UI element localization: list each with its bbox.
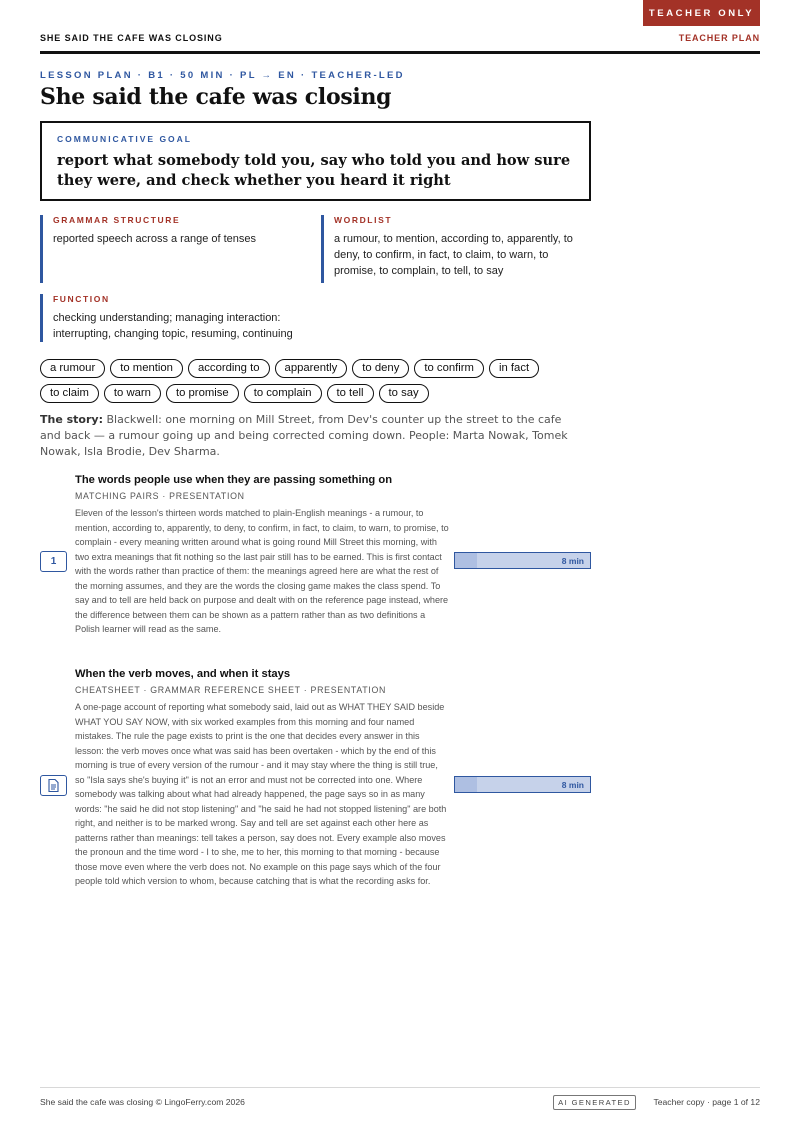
- activity-time: 8 min: [561, 556, 584, 566]
- function-field: [40, 294, 320, 342]
- lesson-kicker: LESSON PLAN · B1 · 50 MIN · PL → EN · TEACHER-LED: [40, 70, 405, 81]
- time-bar-fill: [455, 777, 477, 792]
- function-text: checking understanding; managing interaction: interrupting, changing topic, resuming, continuing: [53, 312, 293, 340]
- vocab-chip: to complain: [244, 384, 322, 403]
- activity-types: MATCHING PAIRS · PRESENTATION: [75, 491, 245, 501]
- chip-row-1: [40, 359, 600, 378]
- running-head-label: TEACHER PLAN: [678, 33, 760, 43]
- vocabulary-chips: [40, 359, 600, 409]
- vocab-chip: to say: [379, 384, 429, 403]
- vocab-chip: to warn: [104, 384, 161, 403]
- vocab-chip: to tell: [327, 384, 374, 403]
- vocab-chip: to mention: [110, 359, 183, 378]
- time-bar-fill: [455, 553, 477, 568]
- goal-text: report what somebody told you, say who told you and how sure they were, and check whether you heard it right: [57, 152, 571, 189]
- grammar-text: reported speech across a range of tenses: [53, 233, 257, 245]
- grammar-structure-field: [40, 215, 300, 283]
- activity-description: Eleven of the lesson's thirteen words matched to plain-English meanings - a rumour, to mention, according to, apparently, to deny, to confirm, in fact, to claim, to warn, to promise, to complain - every meaning written around what is going round Mill Street this morning, with two extra meanings that fit nothing so the last pair still has to be earned. This is first contact with the words rather than practice of them: the meanings agreed here are what the rest of the morning assumes, and they are the words the closing game makes the class spend. To say and to tell are held back on purpose and dealt with on the reference page instead, where the difference between them can be shown as a pattern rather than as two definitions a Polish learner will read as the same.: [75, 508, 449, 634]
- page-title: She said the cafe was closing: [40, 84, 392, 110]
- wordlist-label: WORDLIST: [334, 215, 393, 225]
- footer-page-info: Teacher copy · page 1 of 12: [653, 1097, 760, 1107]
- activity-types: CHEATSHEET · GRAMMAR REFERENCE SHEET · PRESENTATION: [75, 685, 387, 695]
- header-rule: [40, 51, 760, 54]
- teacher-only-badge: TEACHER ONLY: [643, 0, 760, 26]
- activity-description: A one-page account of reporting what somebody said, laid out as WHAT THEY SAID beside WHAT YOU SAY NOW, with six worked examples from this morning and four named mistakes. The rule the page exists to print is the one that decides every answer in this lesson: the verb moves once what was said has been overtaken - which by the end of this morning is true of every version of the rumour - and it may stay where the thing is still true, so "Isla says she's buying it" is not an error and must not be corrected into one. Where somebody was talking about what had already happened, the page says so in as many words: "he said he did not stop listening" and "he said he had not stopped listening" are both right, and neither is to be marked wrong. Say and tell are set against each other here as patterns rather than meanings: tell takes a person, say does not. Every example also moves the pronoun and the time word - I to she, me to her, this morning to that morning - because those move even where the verb does not. No example on this page says which of the four people told which version to whom, because catching that is what the recording asks for.: [75, 702, 447, 886]
- wordlist-text: a rumour, to mention, according to, apparently, to deny, to confirm, in fact, to claim, to warn, to promise, to complain, to tell, to say: [334, 233, 573, 277]
- footer-copyright: She said the cafe was closing © LingoFerry.com 2026: [40, 1097, 245, 1107]
- activity-number: 1: [40, 551, 67, 572]
- document-icon: [40, 775, 67, 796]
- chip-row-2: [40, 384, 600, 403]
- vocab-chip: to deny: [352, 359, 409, 378]
- vocab-chip: to confirm: [414, 359, 484, 378]
- function-label: FUNCTION: [53, 294, 110, 304]
- vocab-chip: in fact: [489, 359, 539, 378]
- communicative-goal-box: [40, 121, 591, 201]
- activity-title: When the verb moves, and when it stays: [75, 668, 291, 680]
- wordlist-field: [321, 215, 593, 283]
- activity-time: 8 min: [561, 780, 584, 790]
- story-label: The story:: [40, 413, 103, 426]
- footer-rule: [40, 1087, 760, 1088]
- vocab-chip: a rumour: [40, 359, 105, 378]
- vocab-chip: to claim: [40, 384, 99, 403]
- vocab-chip: to promise: [166, 384, 239, 403]
- activity-time-bar: [454, 776, 591, 793]
- vocab-chip: according to: [188, 359, 270, 378]
- ai-generated-tag: AI GENERATED: [553, 1095, 636, 1110]
- grammar-label: GRAMMAR STRUCTURE: [53, 215, 181, 225]
- story-text: Blackwell: one morning on Mill Street, from Dev's counter up the street to the cafe and back — a rumour going up and being corrected coming down. People: Marta Nowak, Tomek Nowak, Isla Brodie, Dev Sharma.: [40, 413, 568, 458]
- story-paragraph: [40, 412, 575, 460]
- vocab-chip: apparently: [275, 359, 348, 378]
- goal-label: COMMUNICATIVE GOAL: [57, 134, 193, 144]
- running-head-title: SHE SAID THE CAFE WAS CLOSING: [40, 33, 223, 43]
- activity-time-bar: [454, 552, 591, 569]
- activity-title: The words people use when they are passing something on: [75, 474, 393, 486]
